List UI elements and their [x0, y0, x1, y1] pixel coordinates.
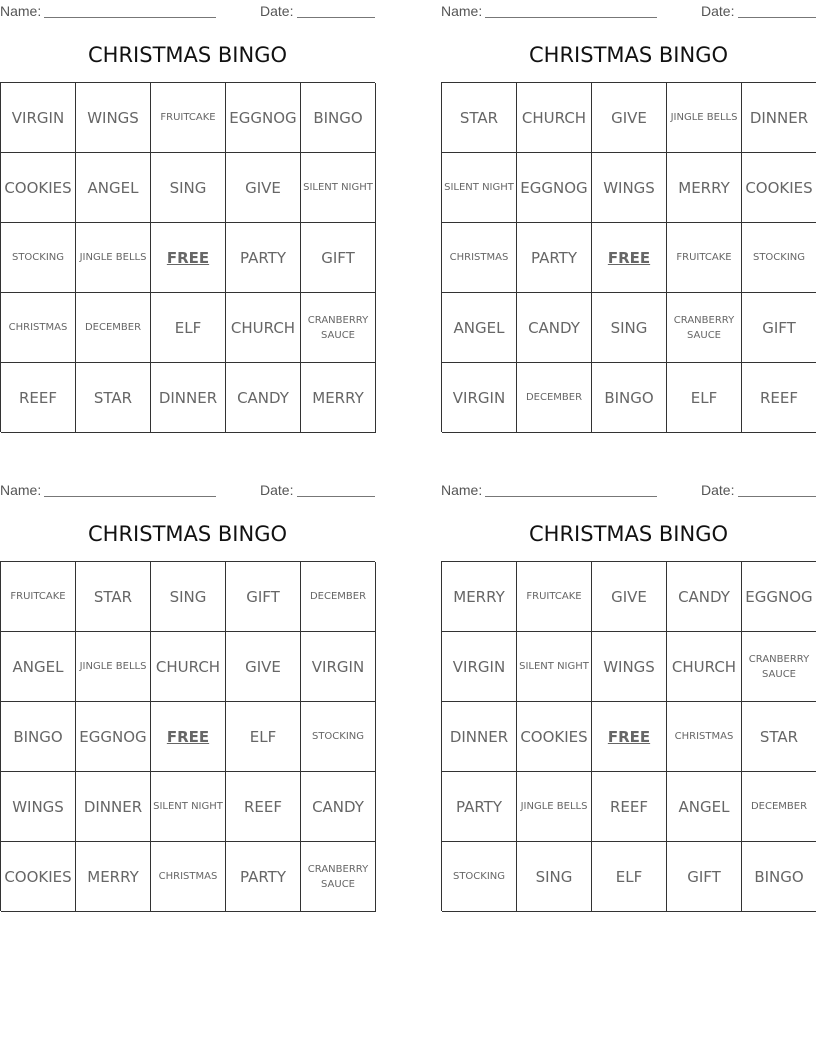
bingo-cell: CANDY [301, 772, 376, 842]
bingo-cell: REEF [1, 363, 76, 433]
bingo-cell: JINGLE BELLS [76, 223, 151, 293]
date-blank-line [297, 496, 375, 497]
bingo-cell: DECEMBER [742, 772, 816, 842]
bingo-cell: EGGNOG [742, 562, 816, 632]
bingo-cell: SING [517, 842, 592, 912]
bingo-cell: FREE [592, 702, 667, 772]
bingo-cell: VIRGIN [442, 632, 517, 702]
bingo-card [441, 0, 816, 432]
bingo-cell: EGGNOG [517, 153, 592, 223]
bingo-cell: GIVE [592, 83, 667, 153]
bingo-cell: SILENT NIGHT [151, 772, 226, 842]
bingo-cell: SILENT NIGHT [442, 153, 517, 223]
name-date-line [441, 0, 816, 22]
name-blank-line [485, 496, 657, 497]
bingo-cell: CHRISTMAS [667, 702, 742, 772]
bingo-cell: SING [592, 293, 667, 363]
bingo-cell: DINNER [76, 772, 151, 842]
bingo-cell: FREE [592, 223, 667, 293]
bingo-cell: STAR [76, 562, 151, 632]
bingo-cell: SING [151, 153, 226, 223]
date-label: Date: [260, 3, 294, 19]
bingo-cell: STAR [742, 702, 816, 772]
bingo-cell: ANGEL [76, 153, 151, 223]
bingo-cell: STOCKING [442, 842, 517, 912]
bingo-cell: REEF [742, 363, 816, 433]
name-blank-line [485, 17, 657, 18]
card-title: CHRISTMAS BINGO [529, 522, 728, 546]
bingo-cell: MERRY [667, 153, 742, 223]
date-label: Date: [701, 3, 735, 19]
bingo-cell: WINGS [592, 632, 667, 702]
bingo-cell: WINGS [1, 772, 76, 842]
bingo-cell: DINNER [442, 702, 517, 772]
bingo-cell: JINGLE BELLS [517, 772, 592, 842]
bingo-cell: COOKIES [1, 842, 76, 912]
bingo-cell: CHRISTMAS [442, 223, 517, 293]
bingo-cell: PARTY [442, 772, 517, 842]
name-date-line [0, 0, 375, 22]
bingo-cell: STAR [76, 363, 151, 433]
bingo-cell: BINGO [742, 842, 816, 912]
bingo-cell: STOCKING [742, 223, 816, 293]
bingo-cell: GIVE [226, 632, 301, 702]
bingo-cell: ELF [151, 293, 226, 363]
bingo-cell: FRUITCAKE [1, 562, 76, 632]
bingo-card [0, 0, 375, 432]
bingo-cell: REEF [592, 772, 667, 842]
bingo-cell: SING [151, 562, 226, 632]
bingo-cell: DECEMBER [76, 293, 151, 363]
bingo-cell: CHRISTMAS [1, 293, 76, 363]
bingo-cell: CRANBERRY SAUCE [301, 842, 376, 912]
bingo-cell: GIVE [592, 562, 667, 632]
bingo-cell: ELF [226, 702, 301, 772]
bingo-cell: CHURCH [667, 632, 742, 702]
name-blank-line [44, 17, 216, 18]
bingo-cell: CANDY [517, 293, 592, 363]
name-label: Name: [441, 482, 483, 498]
bingo-cell: CRANBERRY SAUCE [301, 293, 376, 363]
bingo-grid [0, 82, 375, 432]
bingo-cell: VIRGIN [301, 632, 376, 702]
bingo-cell: BINGO [1, 702, 76, 772]
bingo-cell: GIFT [301, 223, 376, 293]
bingo-cell: MERRY [301, 363, 376, 433]
bingo-cell: ANGEL [1, 632, 76, 702]
bingo-cell: CHURCH [226, 293, 301, 363]
bingo-cell: GIFT [226, 562, 301, 632]
bingo-cell: CANDY [667, 562, 742, 632]
bingo-cell: ELF [592, 842, 667, 912]
bingo-cell: DINNER [742, 83, 816, 153]
bingo-cell: GIFT [667, 842, 742, 912]
bingo-cell: ELF [667, 363, 742, 433]
bingo-cell: WINGS [76, 83, 151, 153]
date-label: Date: [701, 482, 735, 498]
bingo-cell: FRUITCAKE [151, 83, 226, 153]
name-date-line [0, 479, 375, 501]
card-title: CHRISTMAS BINGO [88, 522, 287, 546]
name-label: Name: [0, 3, 42, 19]
bingo-grid [0, 561, 375, 911]
bingo-cell: CHURCH [151, 632, 226, 702]
date-blank-line [738, 496, 816, 497]
bingo-grid [441, 82, 816, 432]
bingo-cell: FREE [151, 702, 226, 772]
bingo-cell: JINGLE BELLS [667, 83, 742, 153]
bingo-cell: VIRGIN [442, 363, 517, 433]
date-blank-line [297, 17, 375, 18]
bingo-cell: COOKIES [517, 702, 592, 772]
bingo-cell: PARTY [517, 223, 592, 293]
bingo-cell: COOKIES [742, 153, 816, 223]
name-label: Name: [0, 482, 42, 498]
bingo-cell: CHURCH [517, 83, 592, 153]
bingo-cell: CRANBERRY SAUCE [667, 293, 742, 363]
bingo-cell: PARTY [226, 842, 301, 912]
bingo-cell: DECEMBER [301, 562, 376, 632]
bingo-cell: VIRGIN [1, 83, 76, 153]
bingo-cell: CHRISTMAS [151, 842, 226, 912]
bingo-grid [441, 561, 816, 911]
bingo-cell: JINGLE BELLS [76, 632, 151, 702]
card-title: CHRISTMAS BINGO [88, 43, 287, 67]
bingo-cell: WINGS [592, 153, 667, 223]
bingo-cell: DINNER [151, 363, 226, 433]
bingo-cell: MERRY [76, 842, 151, 912]
bingo-cell: REEF [226, 772, 301, 842]
bingo-cell: GIVE [226, 153, 301, 223]
bingo-cell: BINGO [301, 83, 376, 153]
bingo-card [0, 479, 375, 911]
bingo-cell: FRUITCAKE [517, 562, 592, 632]
bingo-cell: BINGO [592, 363, 667, 433]
name-blank-line [44, 496, 216, 497]
bingo-cell: FREE [151, 223, 226, 293]
bingo-cell: CANDY [226, 363, 301, 433]
date-blank-line [738, 17, 816, 18]
bingo-cell: ANGEL [667, 772, 742, 842]
bingo-cell: EGGNOG [76, 702, 151, 772]
card-title: CHRISTMAS BINGO [529, 43, 728, 67]
bingo-cell: ANGEL [442, 293, 517, 363]
bingo-card [441, 479, 816, 911]
bingo-cell: STOCKING [1, 223, 76, 293]
bingo-cell: SILENT NIGHT [301, 153, 376, 223]
bingo-cell: PARTY [226, 223, 301, 293]
bingo-cell: EGGNOG [226, 83, 301, 153]
bingo-cell: MERRY [442, 562, 517, 632]
bingo-cell: COOKIES [1, 153, 76, 223]
bingo-cell: STOCKING [301, 702, 376, 772]
date-label: Date: [260, 482, 294, 498]
name-date-line [441, 479, 816, 501]
bingo-cell: DECEMBER [517, 363, 592, 433]
bingo-cell: FRUITCAKE [667, 223, 742, 293]
bingo-cell: STAR [442, 83, 517, 153]
name-label: Name: [441, 3, 483, 19]
bingo-cell: GIFT [742, 293, 816, 363]
bingo-cell: CRANBERRY SAUCE [742, 632, 816, 702]
bingo-cell: SILENT NIGHT [517, 632, 592, 702]
